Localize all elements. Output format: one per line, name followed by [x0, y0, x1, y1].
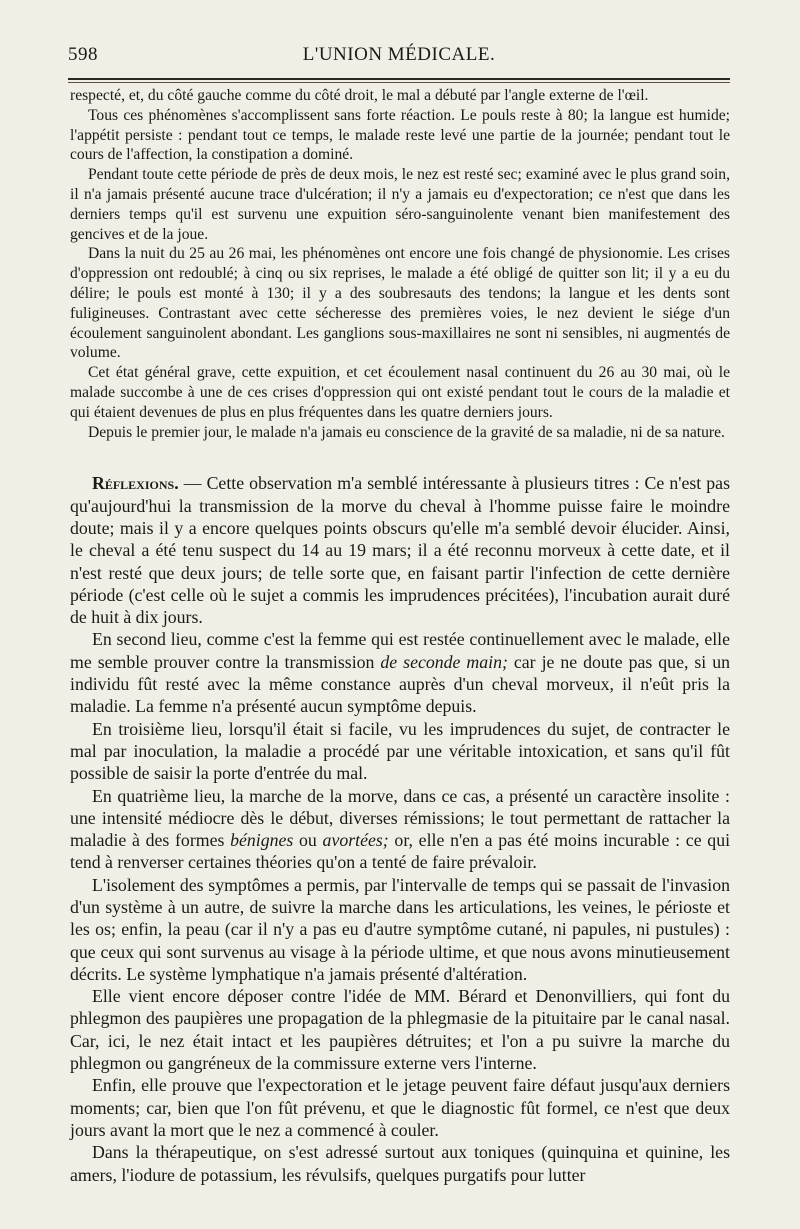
paragraph: Dans la thérapeutique, on s'est adressé surtout aux toniques (quinquina et quinine, les amers, l'iodure de potassium, les révulsifs, quelques purgatifs pour lutter	[70, 1142, 730, 1185]
paragraph-text: car je ne doute pas que, si un individu fût resté avec la même constance auprès d'un cheval morveux, il n'eût pris la maladie. La femme n'a présenté aucun symptôme depuis.	[70, 651, 730, 717]
paragraph-text: En quatrième lieu, la marche de la morve, dans ce cas, a présenté un caractère insolite : une intensité médiocre dès le début, diverses rémissions; le tout permettant de rattacher la maladie à des formes	[70, 785, 730, 851]
paragraph-text: or, elle n'en a pas été moins incurable : ce qui tend à renverser certaines théories qu'on a tenté de faire prévaloir.	[70, 830, 731, 873]
paragraph-text: ou	[293, 830, 323, 851]
emphasis: avortées;	[322, 830, 389, 851]
paragraph	[70, 472, 730, 628]
running-title: L'UNION MÉDICALE.	[302, 44, 496, 65]
paragraph: Elle vient encore déposer contre l'idée de MM. Bérard et Denonvilliers, qui font du phlegmon des paupières une propagation de la phlegmasie de la pituitaire par le canal nasal. Car, ici, le nez était intact et les paupières détruites; et l'on a pu suivre la marche du phlegmon ou gangréneux de la commissure externe vers l'interne.	[70, 986, 730, 1074]
emphasis: bénignes	[230, 830, 294, 851]
page-body	[70, 86, 730, 1186]
header-rule	[68, 78, 730, 80]
paragraph: Cet état général grave, cette expuition, et cet écoulement nasal continuent du 26 au 30 mai, où le malade succombe à une de ces crises d'oppression qui ont existé pendant tout le cours de la maladie et qui étaient devenues de plus en plus fréquentes dans les quatre derniers jours.	[70, 364, 730, 421]
page-header	[68, 44, 730, 72]
page-number: 598	[68, 44, 98, 65]
paragraph: Dans la nuit du 25 au 26 mai, les phénomènes ont encore une fois changé de physionomie. Les crises d'oppression ont redoublé; à cinq ou six reprises, le malade a été obligé de quitter son lit; il y a eu du délire; le pouls est monté à 130; il y a des soubresauts des tendons; la langue et les dents sont fuligineuses. Contrastant avec cette sécheresse des premières voies, le nez devient le siége d'un écoulement sanguinolent abondant. Les ganglions sous-maxillaires ne sont ni sensibles, ni augmentés de volume.	[70, 245, 730, 362]
observation-section	[70, 86, 730, 442]
header-rule-thin	[68, 82, 730, 83]
paragraph	[70, 628, 730, 717]
reflexions-section	[70, 472, 730, 1186]
paragraph: Depuis le premier jour, le malade n'a jamais eu conscience de la gravité de sa maladie, ni de sa nature.	[88, 423, 725, 441]
paragraph	[70, 785, 730, 874]
paragraph-text: — Cette observation m'a semblé intéressante à plusieurs titres : Ce n'est pas qu'aujourd'hui la transmission de la morve du cheval à l'homme puisse faire le moindre doute; mais il y a encore quelques points obscurs qu'elle m'a semblé devoir élucider. Ainsi, le cheval a été tenu suspect du 14 au 19 mars; il a été reconnu morveux à cette date, et il n'est resté que deux jours; de telle sorte que, en faisant partir l'infection de cette dernière période (c'est celle où le sujet a commis les imprudences précitées), l'incubation aurait duré de huit à dix jours.	[70, 473, 730, 628]
paragraph: Pendant toute cette période de près de deux mois, le nez est resté sec; examiné avec le plus grand soin, il n'a jamais présenté aucune trace d'ulcération; il n'y a jamais eu d'expectoration; ce n'est que dans les derniers temps qu'il est survenu une expuition séro-sanguinolente venant bien manifestement des gencives et de la joue.	[70, 166, 730, 243]
paragraph: respecté, et, du côté gauche comme du côté droit, le mal a débuté par l'angle externe de l'œil.	[70, 87, 649, 104]
paragraph: En troisième lieu, lorsqu'il était si facile, vu les imprudences du sujet, de contracter le mal par inoculation, la maladie a procédé par une véritable intoxication, et sans qu'il fût possible de saisir la porte d'entrée du mal.	[70, 718, 730, 784]
section-heading: Réflexions.	[92, 473, 179, 494]
paragraph: L'isolement des symptômes a permis, par l'intervalle de temps qui se passait de l'invasion d'un système à un autre, de suivre la marche dans les articulations, les veines, le périoste et les os; enfin, la peau (car il n'y a pas eu d'autre symptôme cutané, ni papules, ni pustules) : que ceux qui sont survenus au visage à la période ultime, et que nous avons minutieusement décrits. Le système lymphatique n'a jamais présenté d'altération.	[70, 874, 730, 984]
emphasis: de seconde main;	[380, 651, 508, 672]
paragraph-text: En second lieu, comme c'est la femme qui est restée continuellement avec le malade, elle me semble prouver contre la transmission	[70, 629, 730, 672]
paragraph: Tous ces phénomènes s'accomplissent sans forte réaction. Le pouls reste à 80; la langue est humide; l'appétit persiste : pendant tout ce temps, le malade reste levé une partie de la journée; pendant tout le cours de l'affection, la constipation a dominé.	[70, 106, 730, 164]
paragraph: Enfin, elle prouve que l'expectoration et le jetage peuvent faire défaut jusqu'aux derniers moments; car, bien que l'on fût prévenu, et que le diagnostic fût formel, ce n'est que deux jours avant la mort que le nez a commencé à couler.	[70, 1075, 730, 1140]
